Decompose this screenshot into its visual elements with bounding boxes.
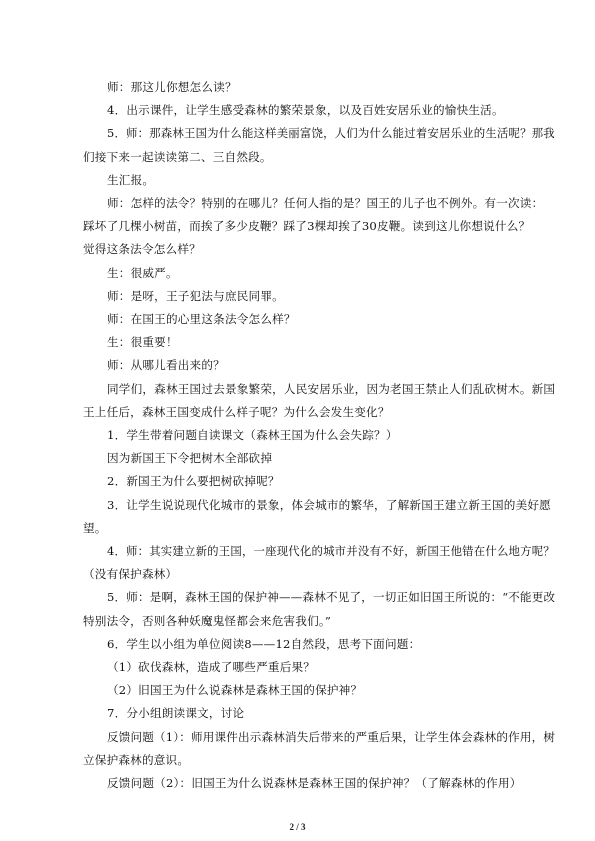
- text-line: 反馈问题（2）：旧国王为什么说森林是森林王国的保护神？（了解森林的作用）: [107, 776, 522, 790]
- text-line: 师：在国王的心里这条法令怎么样？: [107, 312, 296, 326]
- text-line: 反馈问题（1）：师用课件出示森林消失后带来的严重后果，让学生体会森林的作用，树: [107, 729, 556, 744]
- text-line: 觉得这条法令怎么样？: [83, 242, 201, 257]
- text-line: 6．学生以小组为单位阅读8——12自然段，思考下面问题：: [107, 636, 421, 651]
- text-line: （2）旧国王为什么说森林是森林王国的保护神？: [107, 683, 363, 698]
- text-line: 王上任后，森林王国变成什么样子呢？为什么会发生变化？: [83, 404, 390, 419]
- text-line: 师：是呀，王子犯法与庶民同罪。: [107, 288, 284, 303]
- text-line: （没有保护森林）: [83, 567, 178, 582]
- text-line: 3．让学生说说现代化城市的景象，体会城市的繁华，了解新国王建立新王国的美好愿: [107, 497, 551, 512]
- text-line: 师：从哪儿看出来的？: [107, 358, 225, 373]
- text-line: 们接下来一起读读第二、三自然段。: [83, 149, 272, 164]
- text-line: 立保护森林的意识。: [83, 752, 190, 767]
- text-line: 2．新国王为什么要把树砍掉呢？: [107, 474, 280, 489]
- text-line: 师：怎样的法令？特别的在哪儿？任何人指的是？国王的儿子也不例外。有一次读：: [107, 196, 544, 210]
- page-number: 2 / 3: [289, 822, 306, 832]
- text-line: （1）砍伐森林，造成了哪些严重后果？: [107, 660, 316, 674]
- text-line: 1．学生带着问题自读课文（森林王国为什么会失踪？）: [107, 428, 398, 442]
- text-line: 特别法令，否则各种妖魔鬼怪都会来危害我们。”: [83, 613, 331, 628]
- text-line: 因为新国王下令把树木全部砍掉: [107, 451, 273, 466]
- text-line: 同学们，森林王国过去景象繁荣，人民安居乐业，因为老国王禁止人们乱砍树木。新国: [107, 381, 556, 396]
- text-line: 4．出示课件，让学生感受森林的繁荣景象，以及百姓安居乐业的愉快生活。: [107, 103, 504, 118]
- text-line: 生：很重要！: [107, 335, 178, 350]
- text-line: 踩坏了几棵小树苗，而挨了多少皮鞭？踩了3棵却挨了30皮鞭。读到这儿你想说什么？: [83, 219, 531, 234]
- text-line: 4．师：其实建立新的王国，一座现代化的城市并没有不好，新国王他错在什么地方呢？: [107, 544, 555, 558]
- text-line: 7．分小组朗读课文，讨论: [107, 706, 245, 721]
- text-line: 师：那这儿你想怎么读？: [107, 80, 237, 94]
- text-line: 生：很威严。: [107, 265, 178, 280]
- text-line: 5．师：那森林王国为什么能这样美丽富饶，人们为什么能过着安居乐业的生活呢？那我: [107, 126, 555, 141]
- text-line: 5．师：是啊，森林王国的保护神——森林不见了，一切正如旧国王所说的：“不能更改: [107, 590, 556, 605]
- text-line: 望。: [83, 520, 107, 535]
- text-line: 生汇报。: [107, 172, 155, 187]
